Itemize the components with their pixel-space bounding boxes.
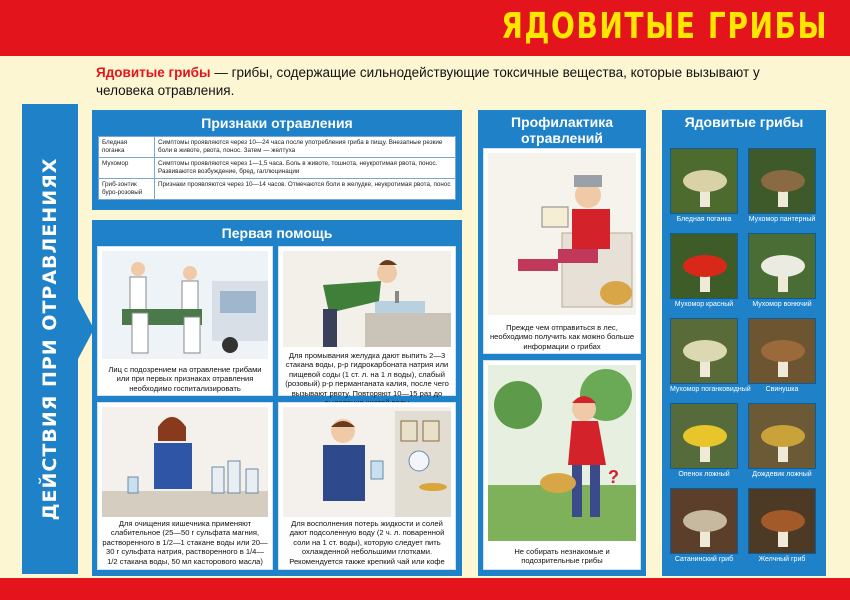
mushroom-card: [670, 488, 738, 564]
sign-description: Признаки проявляются через 10—14 часов. Отмечаются боли в желудке, неукротимая рвота, понос: [155, 179, 456, 200]
mushrooms-panel: [662, 110, 826, 576]
mushroom-photo: [670, 403, 738, 469]
first-aid-title: Первая помощь: [221, 225, 333, 241]
first-aid-step-text: Лиц с подозрением на отравление грибами или при первых признаках отравления необходимо госпитализировать: [108, 365, 262, 393]
prevention-tip: [483, 148, 641, 354]
first-aid-step: [278, 402, 456, 570]
intro-definition: — грибы, содержащие сильнодействующие токсичные вещества, которые вызывают у человека отравления.: [96, 65, 760, 98]
prevention-title: Профилактика отравлений: [511, 114, 613, 146]
first-aid-step-text: Для промывания желудка дают выпить 2—3 стакана воды, р-р гидрокарбоната натрия или пищевой соды (1 ст. л. на 1 л воды), слабый (розовый) р-р перманганата калия, после чего вызывают рвоту. Повторяют 10—15 раз до: [285, 351, 449, 398]
page-title: ЯДОВИТЫЕ ГРИБЫ: [501, 6, 828, 47]
mushroom-name: Бледная поганка: [676, 216, 732, 223]
prevention-tip: [483, 360, 641, 570]
mushroom-name: Сатанинский гриб: [674, 556, 734, 563]
mushroom-card: [670, 148, 738, 224]
mushroom-photo: [670, 488, 738, 554]
prevention-panel: [478, 110, 646, 576]
mushroom-name: Мухомор пантерный: [748, 216, 816, 223]
signs-table: [98, 136, 456, 200]
mushroom-name: Опенок ложный: [678, 471, 730, 478]
mushroom-card: [670, 233, 738, 309]
mushroom-photo: [748, 233, 816, 299]
mushroom-card: [748, 488, 816, 564]
mushroom-name: Дождевик ложный: [752, 471, 812, 478]
table-row: [99, 158, 456, 179]
mushroom-name: Мухомор вонючий: [752, 301, 812, 308]
mushroom-photo: [670, 148, 738, 214]
sign-name: Гриб-зонтик буро-розовый: [99, 179, 155, 200]
mushroom-card: [748, 318, 816, 394]
stomach-wash-illustration: [283, 251, 451, 347]
mushroom-card: [670, 318, 751, 394]
mushroom-name: Желчный гриб: [758, 556, 806, 563]
laxative-illustration: [102, 407, 268, 517]
mushroom-card: [748, 148, 816, 224]
hospitalization-illustration: [102, 251, 268, 359]
footer-bar: [0, 578, 850, 600]
sign-name: Мухомор: [99, 158, 155, 179]
first-aid-step: [97, 402, 273, 570]
mushroom-card: [748, 233, 816, 309]
first-aid-step: [278, 246, 456, 396]
mushroom-photo: [748, 318, 816, 384]
svg-text:?: ?: [608, 467, 619, 487]
first-aid-panel: [92, 220, 462, 576]
first-aid-step-text: Для очищения кишечника применяют слабительное (25—50 г сульфата магния, растворенного в 1/2—1 стакане воды или 20—30 г сульфата натрия, растворенного в 1/4—1/2 стакана воды, 50 мл касторового масла): [102, 519, 268, 566]
side-banner-label: ДЕЙСТВИЯ ПРИ ОТРАВЛЕНИЯХ: [39, 157, 61, 521]
table-row: [99, 179, 456, 200]
girl-with-basket-illustration: [488, 365, 636, 541]
mushroom-card: [670, 403, 738, 479]
intro-text: [96, 64, 816, 100]
sign-name: Бледная поганка: [99, 137, 155, 158]
mushroom-photo: [748, 488, 816, 554]
mushroom-photo: [670, 318, 738, 384]
mushroom-photo: [748, 148, 816, 214]
mushrooms-title: Ядовитые грибы: [684, 114, 804, 130]
table-row: [99, 137, 456, 158]
mushroom-photo: [670, 233, 738, 299]
sign-description: Симптомы проявляются через 1—1,5 часа. Боль в животе, тошнота, неукротимая рвота, понос. Развиваются возбуждение, бред, галлюцинации: [155, 158, 456, 179]
sign-description: Симптомы проявляются через 10—24 часа после употребления гриба в пищу. Внезапные резкие боли в животе, рвота, понос. Затем — желтуха: [155, 137, 456, 158]
signs-title: Признаки отравления: [201, 115, 353, 131]
mushroom-name: Мухомор красный: [674, 301, 734, 308]
intro-term: Ядовитые грибы: [96, 65, 211, 80]
prevention-tip-text: Не собирать незнакомые и подозрительные грибы: [514, 547, 610, 566]
prevention-tip-text: Прежде чем отправиться в лес, необходимо получить как можно больше информации о грибах: [489, 323, 635, 351]
first-aid-step-text: Для восполнения потерь жидкости и солей дают подсоленную воду (2 ч. л. поваренной соли на 1 ст. воды), которую следует пить охлажденной небольшими глотками. Рекомендуется также крепкий чай или кофе: [289, 519, 445, 566]
signs-panel: [92, 110, 462, 210]
first-aid-step: [97, 246, 273, 396]
mushroom-name: Свинушка: [765, 386, 799, 393]
mushroom-card: [748, 403, 816, 479]
reading-boy-illustration: [488, 153, 636, 315]
mushroom-name: Мухомор поганковидный: [670, 386, 751, 393]
rehydration-illustration: [283, 407, 451, 517]
mushroom-photo: [748, 403, 816, 469]
